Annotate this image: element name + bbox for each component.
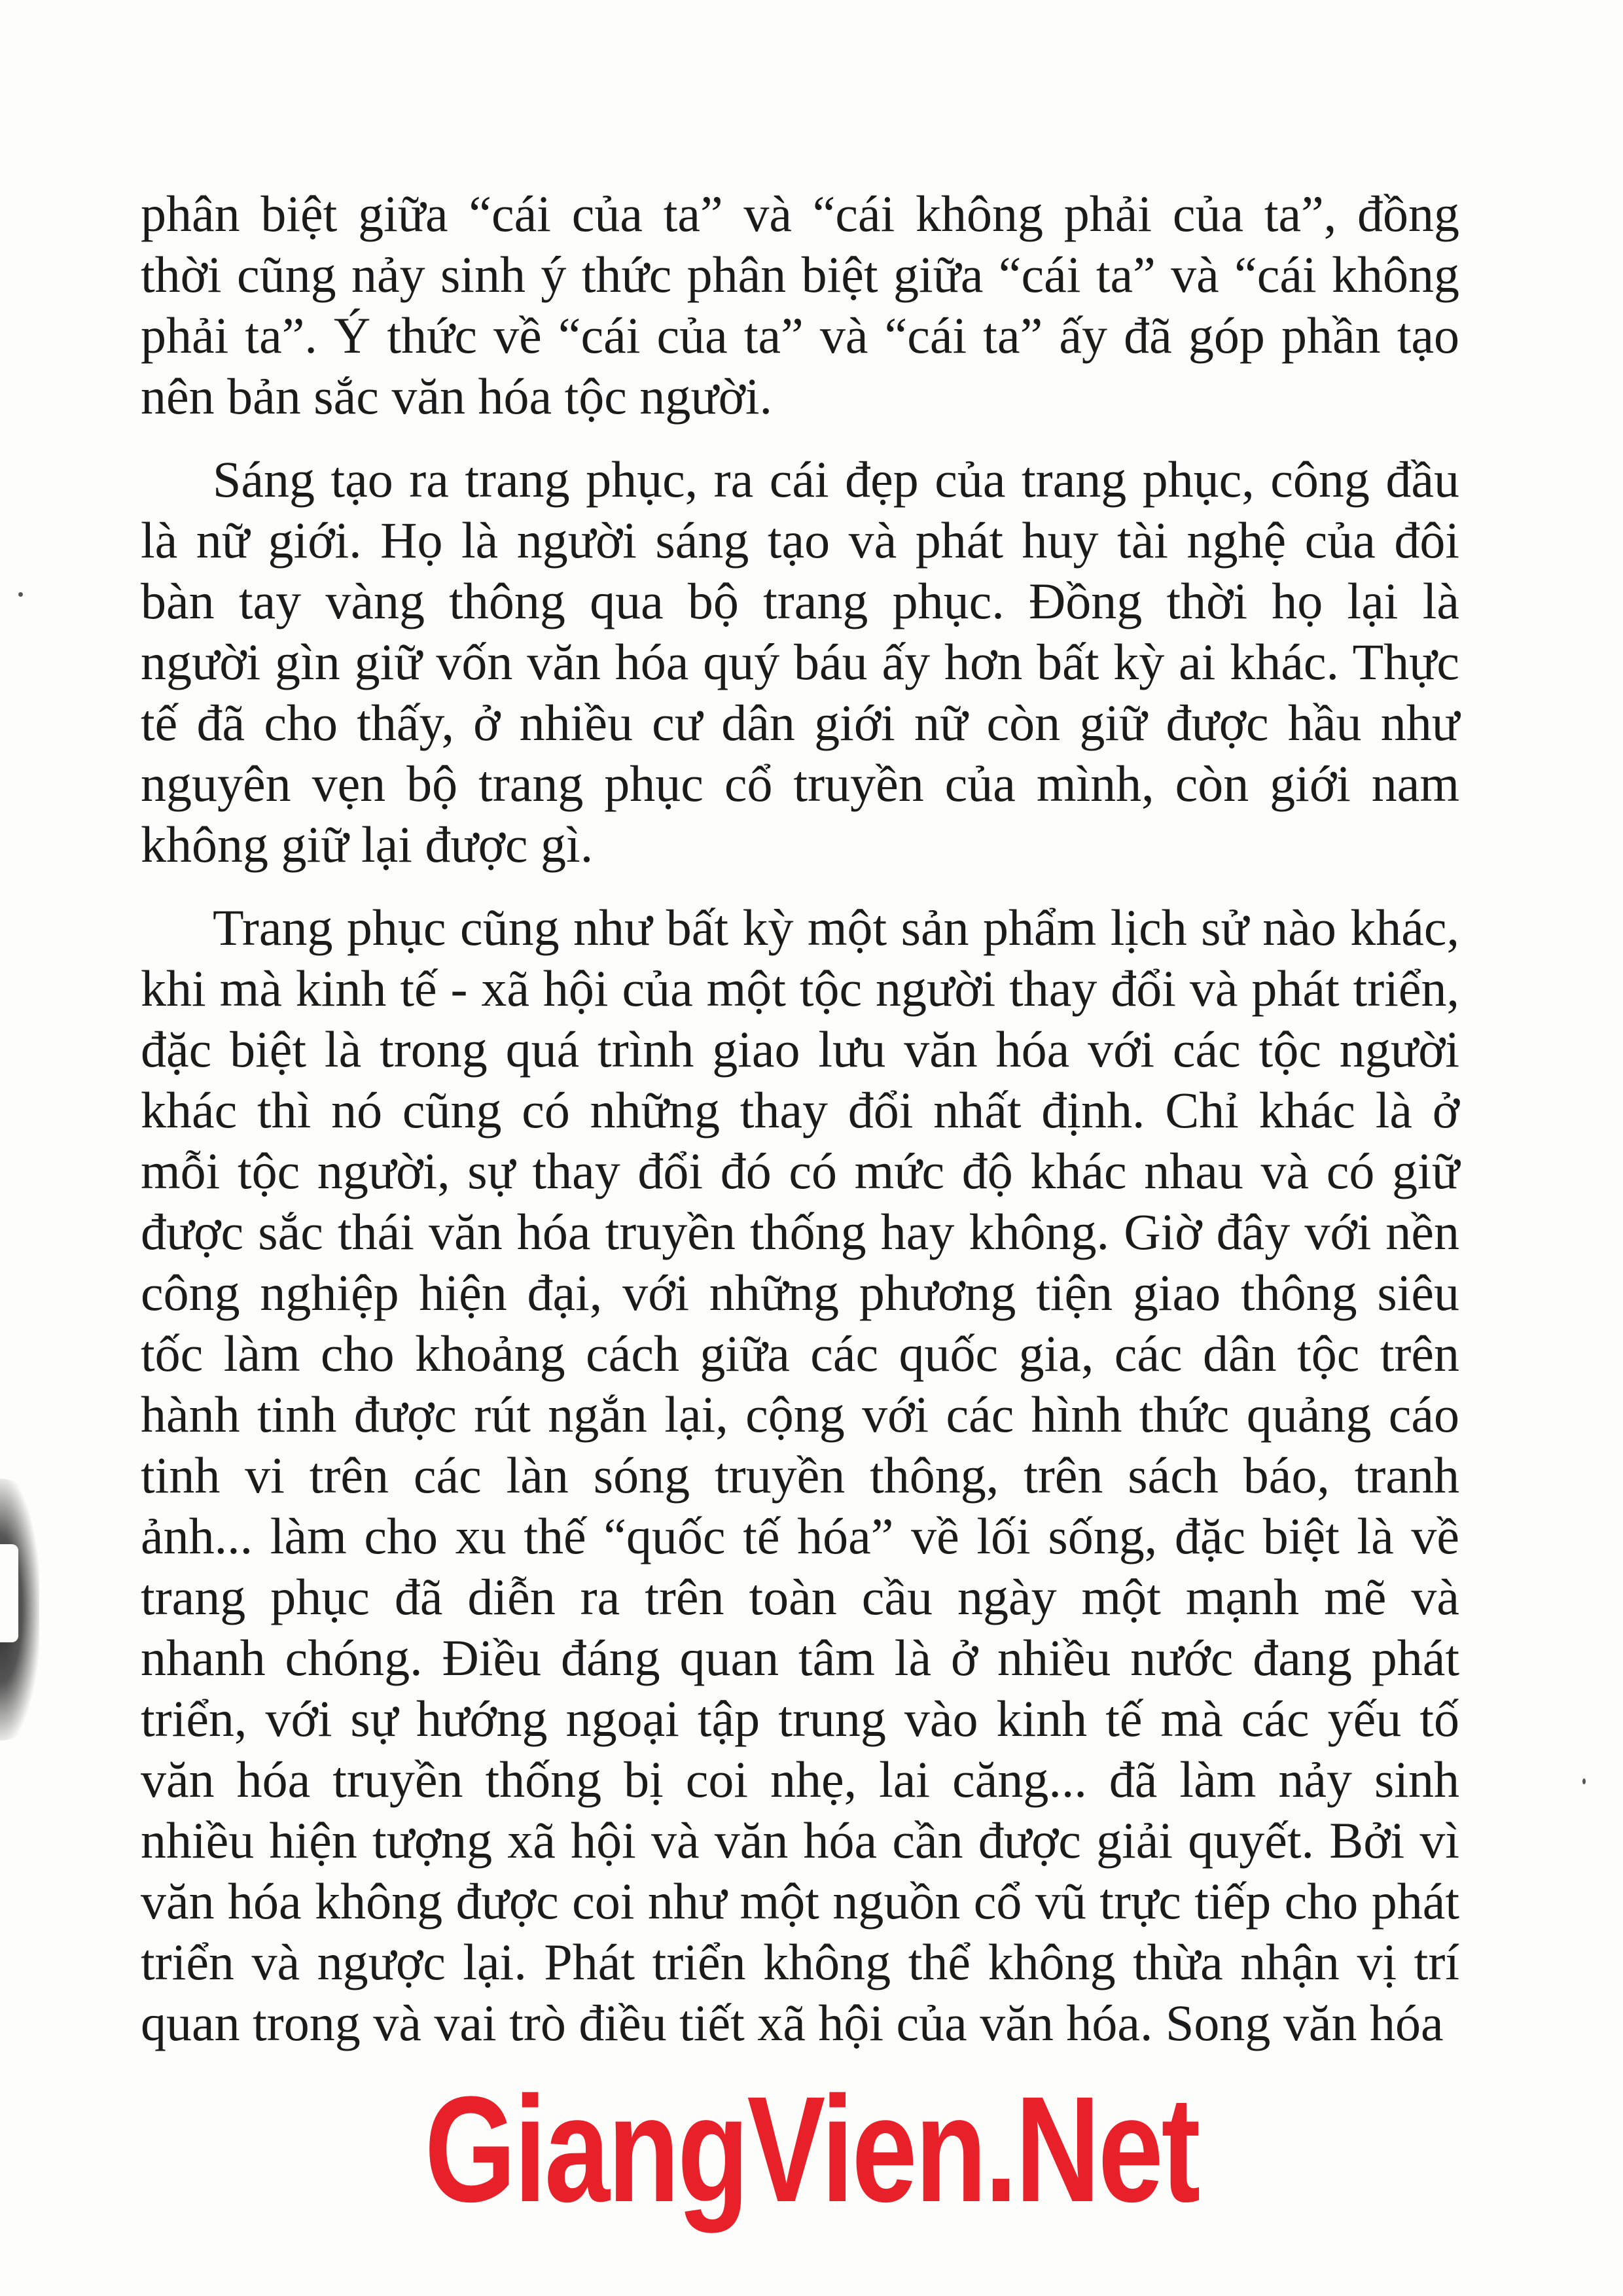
text-line: được sắc thái văn hóa truyền thống hay không. Giờ đây với nền: [141, 1203, 1459, 1260]
text-line: đặc biệt là trong quá trình giao lưu văn hóa với các tộc người: [141, 1021, 1459, 1078]
scan-speck: [1582, 1778, 1586, 1784]
text-line: tế đã cho thấy, ở nhiều cư dân giới nữ còn giữ được hầu như: [141, 694, 1459, 751]
text-line: nên bản sắc văn hóa tộc người.: [141, 368, 773, 425]
text-line: văn hóa truyền thống bị coi nhẹ, lai căng... đã làm nảy sinh: [141, 1751, 1459, 1808]
text-line: phân biệt giữa “cái của ta” và “cái không phải của ta”, đồng: [141, 185, 1459, 242]
text-line: khi mà kinh tế - xã hội của một tộc người thay đổi và phát triển,: [141, 960, 1459, 1017]
text-line: nhiều hiện tượng xã hội và văn hóa cần được giải quyết. Bởi vì: [141, 1812, 1459, 1869]
text-line: công nghiệp hiện đại, với những phương tiện giao thông siêu: [141, 1264, 1459, 1321]
text-line: văn hóa không được coi như một nguồn cổ vũ trực tiếp cho phát: [141, 1873, 1459, 1930]
text-line: bàn tay vàng thông qua bộ trang phục. Đồng thời họ lại là: [141, 573, 1459, 629]
text-line: tinh vi trên các làn sóng truyền thông, trên sách báo, tranh: [141, 1447, 1459, 1504]
text-line: quan trong và vai trò điều tiết xã hội của văn hóa. Song văn hóa: [141, 1994, 1444, 2051]
text-line: triển, với sự hướng ngoại tập trung vào kinh tế mà các yếu tố: [141, 1690, 1459, 1747]
text-line: nguyên vẹn bộ trang phục cổ truyền của mình, còn giới nam: [141, 755, 1459, 812]
text-line: không giữ lại được gì.: [141, 816, 594, 873]
paragraph: [141, 183, 1459, 427]
scan-speck: [18, 592, 23, 597]
text-line: hành tinh được rút ngắn lại, cộng với các hình thức quảng cáo: [141, 1386, 1459, 1443]
text-line: khác thì nó cũng có những thay đổi nhất định. Chỉ khác là ở: [141, 1082, 1459, 1139]
body-text: [141, 183, 1459, 2075]
text-line: mỗi tộc người, sự thay đổi đó có mức độ khác nhau và có giữ: [141, 1142, 1459, 1199]
text-line: triển và ngược lại. Phát triển không thể không thừa nhận vị trí: [141, 1934, 1459, 1990]
text-line: người gìn giữ vốn văn hóa quý báu ấy hơn bất kỳ ai khác. Thực: [141, 633, 1459, 690]
binding-notch: [0, 1544, 18, 1642]
text-line: nhanh chóng. Điều đáng quan tâm là ở nhiều nước đang phát: [141, 1629, 1459, 1686]
text-line: Sáng tạo ra trang phục, ra cái đẹp của trang phục, công đầu: [213, 451, 1459, 508]
text-line: trang phục đã diễn ra trên toàn cầu ngày một mạnh mẽ và: [141, 1568, 1459, 1625]
text-line: Trang phục cũng như bất kỳ một sản phẩm lịch sử nào khác,: [213, 899, 1459, 956]
paragraph: [141, 897, 1459, 2053]
paragraph: [141, 449, 1459, 875]
text-line: phải ta”. Ý thức về “cái của ta” và “cái ta” ấy đã góp phần tạo: [141, 307, 1459, 364]
text-line: thời cũng nảy sinh ý thức phân biệt giữa “cái ta” và “cái không: [141, 246, 1459, 303]
text-line: ảnh... làm cho xu thế “quốc tế hóa” về lối sống, đặc biệt là về: [141, 1508, 1459, 1564]
text-line: tốc làm cho khoảng cách giữa các quốc gia, các dân tộc trên: [141, 1325, 1459, 1382]
text-line: là nữ giới. Họ là người sáng tạo và phát huy tài nghệ của đôi: [141, 512, 1459, 569]
watermark: GiangVien.Net: [424, 2065, 1199, 2233]
